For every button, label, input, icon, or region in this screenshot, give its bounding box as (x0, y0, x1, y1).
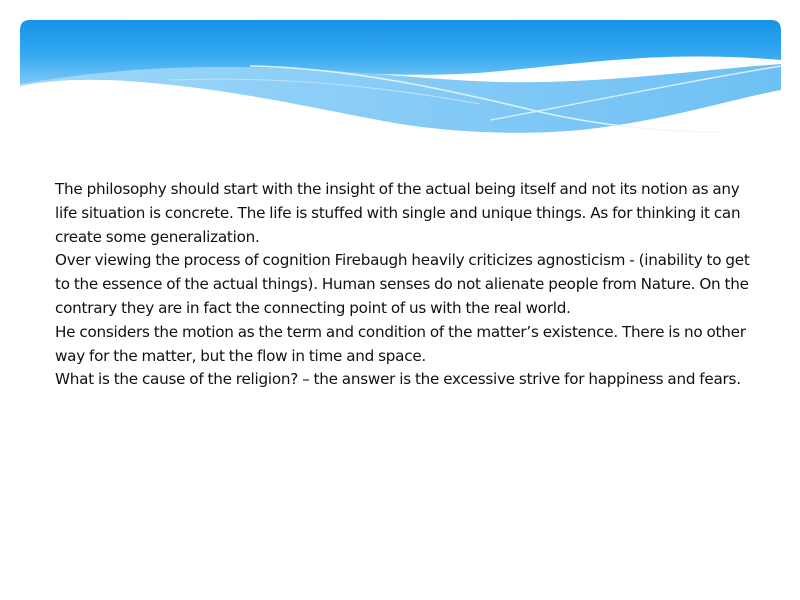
paragraph-philosophy: The philosophy should start with the insight of the actual being itself and not its notion as any life situation is concrete. The life is stuffed with single and unique things. As for thinking it can create some generalization. (55, 180, 741, 246)
header-wave-banner (20, 20, 781, 140)
paragraph-religion: What is the cause of the religion? – the answer is the excessive strive for happiness and fears. (55, 370, 741, 389)
body-text (55, 178, 755, 392)
paragraph-motion: He considers the motion as the term and condition of the matter’s existence. There is no other way for the matter, but the flow in time and space. (55, 322, 746, 365)
paragraph-cognition: Over viewing the process of cognition Firebaugh heavily criticizes agnosticism - (inability to get to the essence of the actual things). Human senses do not alienate people from Nature. On the contrary they are in fact the connecting point of us with the real world. (55, 251, 750, 317)
